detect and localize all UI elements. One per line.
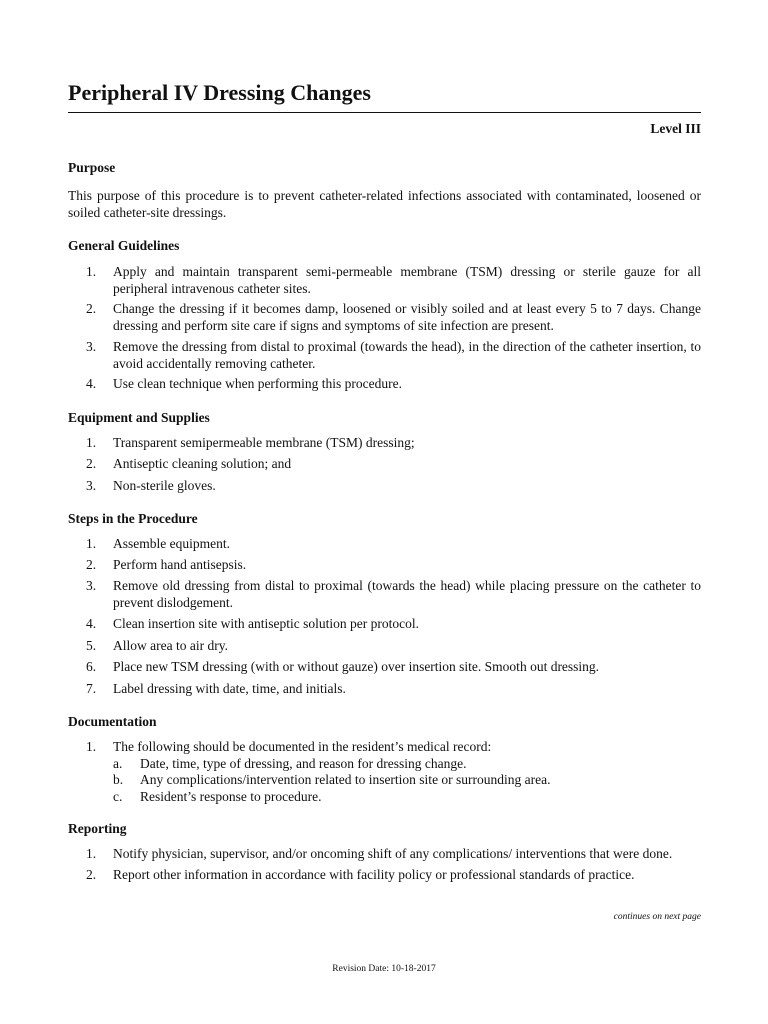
list-item [86,300,701,334]
list-number: 1. [86,739,97,754]
list-item [86,680,701,697]
list-text: Report other information in accordance with facility policy or professional standards of practice. [113,867,635,882]
sub-list-text: Any complications/intervention related to insertion site or surrounding area. [140,772,551,787]
list-item [86,556,701,573]
list-item [86,615,701,632]
list-number: 2. [86,867,97,882]
list-number: 3. [86,478,97,493]
sub-list-text: Resident’s response to procedure. [140,789,322,804]
list-text: Label dressing with date, time, and initials. [113,681,346,696]
list-number: 2. [86,557,97,572]
purpose-text: This purpose of this procedure is to prevent catheter-related infections associated with contaminated, loosened or soiled catheter-site dressings. [68,188,701,220]
sub-list-item [113,755,701,772]
list-number: 1. [86,536,97,551]
list-text: Antiseptic cleaning solution; and [113,456,292,471]
list-item [86,577,701,611]
list-text: Change the dressing if it becomes damp, loosened or visibly soiled and at least every 5 to 7 days. Change dressing and perform site care if signs and symptoms of site infection are present. [113,301,701,333]
sub-list-item [113,788,701,805]
list-text: Non-sterile gloves. [113,478,216,493]
list-number: 2. [86,301,97,316]
list-text: Perform hand antisepsis. [113,557,247,572]
list-number: 7. [86,681,97,696]
list-item [86,535,701,552]
list-item [86,477,701,494]
list-number: 3. [86,578,97,593]
sub-list-letter: a. [113,756,123,771]
list-number: 4. [86,376,97,391]
purpose-heading: Purpose [68,160,116,175]
list-item [86,338,701,372]
list-text: Remove old dressing from distal to proximal (towards the head) while placing pressure on the catheter to prevent dislodgement. [113,578,701,610]
list-item [86,263,701,297]
list-text: Remove the dressing from distal to proximal (towards the head), in the direction of the catheter insertion, to avoid accidentally removing catheter. [113,339,701,371]
sub-list-letter: b. [113,772,124,787]
list-number: 1. [86,435,97,450]
list-number: 6. [86,659,97,674]
level-label: Level III [650,121,701,136]
sub-list-item [113,771,701,788]
revision-date: Revision Date: 10-18-2017 [332,964,436,974]
list-text: Clean insertion site with antiseptic solution per protocol. [113,616,419,631]
list-text: Place new TSM dressing (with or without gauze) over insertion site. Smooth out dressing. [113,659,600,674]
document-title: Peripheral IV Dressing Changes [68,80,371,105]
list-item [86,455,701,472]
list-number: 5. [86,638,97,653]
list-item [86,738,701,755]
list-item [86,866,701,883]
list-text: Use clean technique when performing this procedure. [113,376,403,391]
sub-list-letter: c. [113,789,123,804]
continues-note: continues on next page [613,912,701,922]
list-text: Assemble equipment. [113,536,230,551]
list-item [86,637,701,654]
list-item [86,375,701,392]
equipment-heading: Equipment and Supplies [68,410,210,425]
title-rule [68,112,701,113]
list-text: Apply and maintain transparent semi-permeable membrane (TSM) dressing or sterile gauze for all peripheral intravenous catheter sites. [113,264,701,296]
documentation-heading: Documentation [68,714,157,729]
sub-list-text: Date, time, type of dressing, and reason for dressing change. [140,756,467,771]
general-guidelines-heading: General Guidelines [68,238,180,253]
list-item [86,845,701,862]
list-text: The following should be documented in the resident’s medical record: [113,739,492,754]
list-number: 1. [86,264,97,279]
list-text: Notify physician, supervisor, and/or oncoming shift of any complications/ interventions that were done. [113,846,673,861]
reporting-heading: Reporting [68,821,127,836]
list-text: Allow area to air dry. [113,638,228,653]
steps-heading: Steps in the Procedure [68,511,198,526]
list-text: Transparent semipermeable membrane (TSM) dressing; [113,435,415,450]
list-item [86,434,701,451]
list-number: 4. [86,616,97,631]
list-number: 3. [86,339,97,354]
list-number: 1. [86,846,97,861]
list-item [86,658,701,675]
list-number: 2. [86,456,97,471]
